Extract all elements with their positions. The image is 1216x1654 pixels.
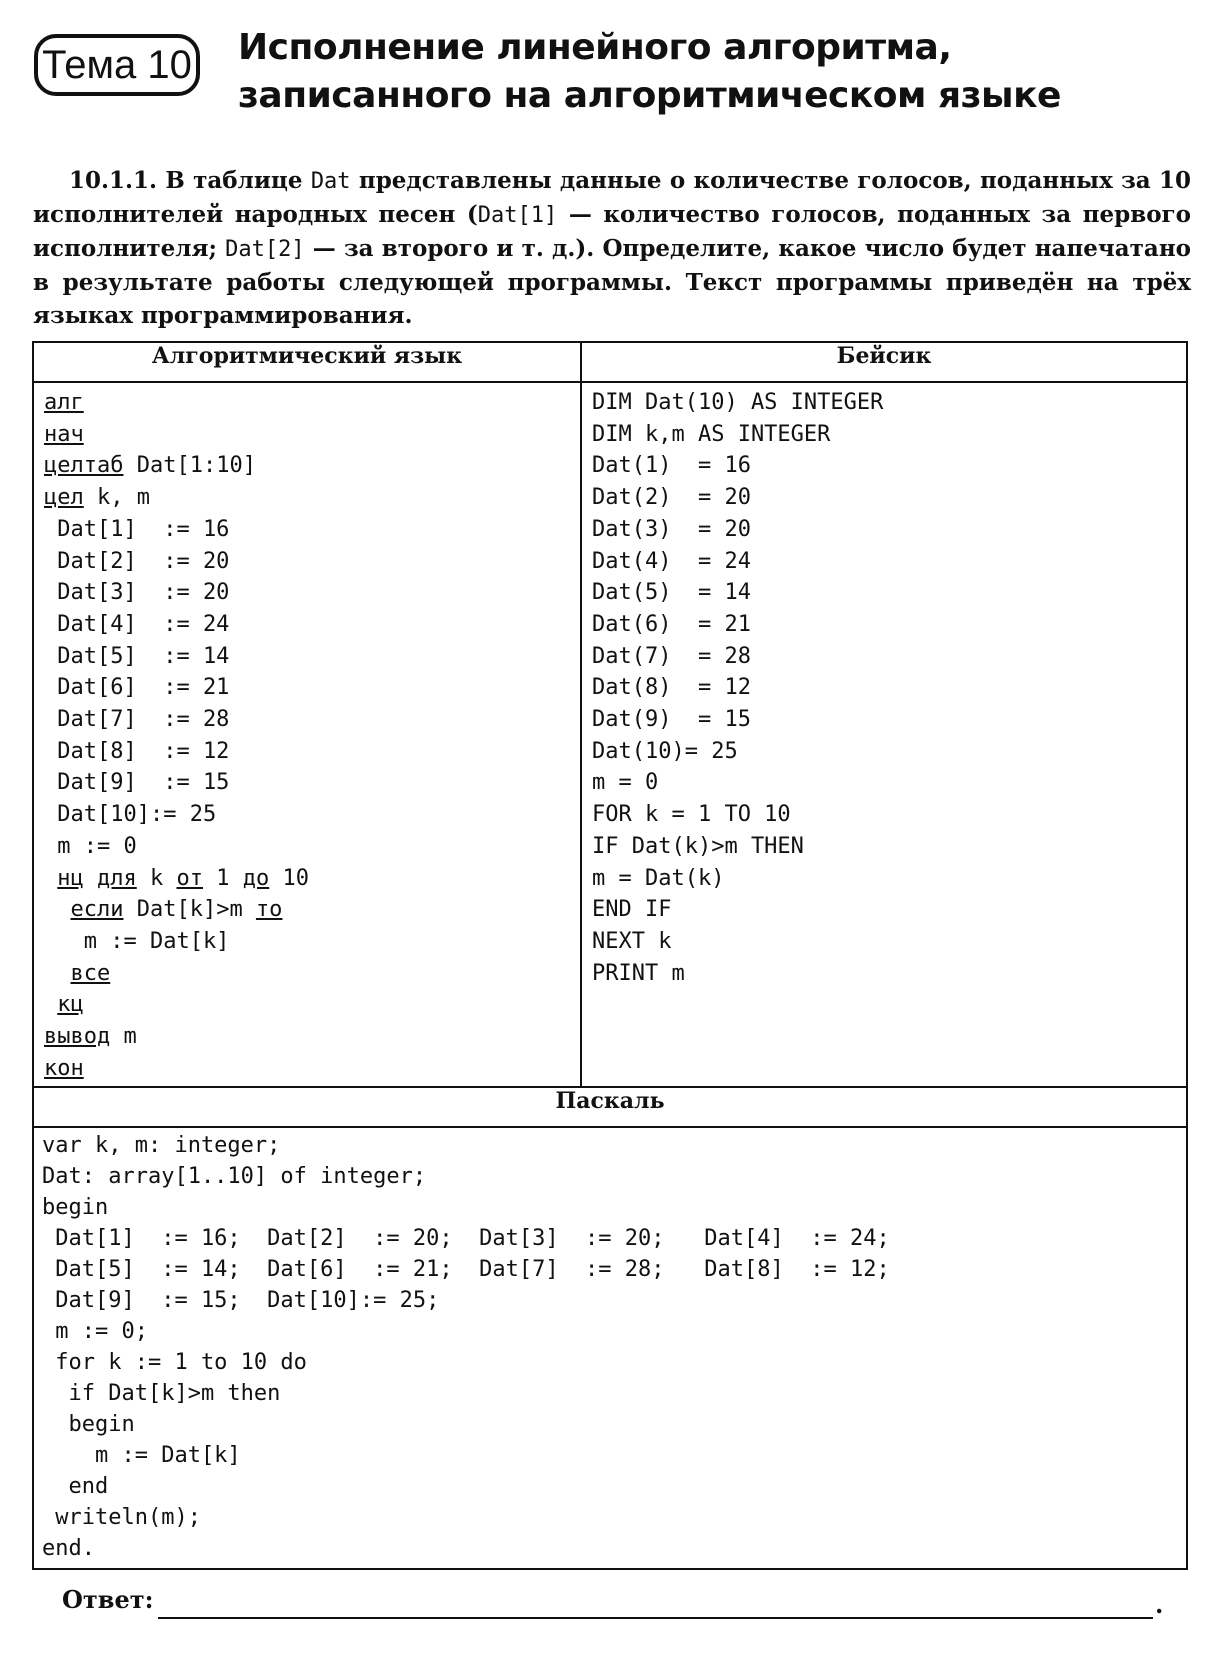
task-code: Dat[1]	[477, 203, 558, 228]
code-line: Dat[6] := 21	[44, 675, 230, 701]
task-text: — за второго и т. д.). Определите, какое число будет напечатано в результате работы следующей программы. Текст программы приведён на трёх языках программирования.	[33, 235, 1191, 329]
pascal-cell	[33, 1127, 1187, 1569]
keyword: если	[70, 897, 124, 923]
alg-header: Алгоритмический язык	[33, 342, 581, 382]
task-text: — количество голосов, поданных за первого исполнителя;	[33, 201, 1191, 262]
basic-header: Бейсик	[581, 342, 1187, 382]
code-line: m := Dat[k]	[44, 928, 230, 954]
keyword: нач	[44, 421, 84, 447]
task-code: Dat	[310, 169, 351, 194]
code-text: Dat[1:10]	[123, 453, 256, 479]
page-title	[238, 24, 1061, 120]
alg-cell	[33, 382, 581, 1087]
answer-dot: .	[1155, 1590, 1164, 1619]
task-text: представлены данные о количестве голосов, поданных за 10 исполнителей народных песен (	[33, 167, 1191, 228]
keyword: то	[255, 897, 283, 923]
code-text: k	[136, 865, 177, 891]
alg-code	[34, 383, 580, 1086]
title-line-1: Исполнение линейного алгоритма,	[238, 27, 952, 68]
keyword: кц	[57, 992, 84, 1018]
code-line: Dat[2] := 20	[44, 548, 230, 574]
code-line: Dat[4] := 24	[44, 611, 230, 637]
code-text: k, m	[83, 485, 150, 511]
code-line: Dat[9] := 15	[44, 770, 230, 796]
keyword: до	[242, 865, 270, 891]
keyword: целтаб	[44, 453, 124, 479]
code-line: Dat[7] := 28	[44, 707, 230, 733]
keyword: кон	[44, 1055, 84, 1081]
task-number: 10.1.1.	[69, 167, 158, 194]
code-line: Dat[8] := 12	[44, 738, 230, 764]
code-line: m := 0	[44, 833, 137, 859]
basic-code: DIM Dat(10) AS INTEGER DIM k,m AS INTEGER Dat(1) = 16 Dat(2) = 20 Dat(3) = 20 Dat(4) = 24 Dat(5) = 14 Dat(6) = 21 Dat(7) = 28 Dat(8) = 12 Dat(9) = 15 Dat(10)= 25 m = 0 FOR k = 1 TO 10 IF Dat(k)>m THEN m = Dat(k) END IF NEXT k PRINT m	[592, 390, 884, 986]
code-line: Dat[3] := 20	[44, 580, 230, 606]
answer-label: Ответ:	[62, 1585, 154, 1614]
pascal-code: var k, m: integer; Dat: array[1..10] of integer; begin Dat[1] := 16; Dat[2] := 20; Dat[3] := 20; Dat[4] := 24; Dat[5] := 14; Dat[6] := 21; Dat[7] := 28; Dat[8] := 12; Dat[9] := 15; Dat[10]:= 25; m := 0; for k := 1 to 10 do if Dat[k]>m then begin m := Dat[k] end writeln(m); end.	[42, 1133, 890, 1562]
task-code: Dat[2]	[225, 237, 305, 262]
code-line: Dat[1] := 16	[44, 516, 230, 542]
keyword: цел	[44, 485, 84, 511]
task-statement	[33, 164, 1191, 332]
answer-field[interactable]	[158, 1617, 1153, 1619]
code-text: m	[110, 1024, 137, 1050]
code-line: Dat[5] := 14	[44, 643, 230, 669]
keyword: нц	[57, 865, 84, 891]
title-line-2: записанного на алгоритмическом языке	[238, 75, 1061, 116]
pascal-header: Паскаль	[33, 1087, 1187, 1127]
code-text: 1	[203, 865, 243, 891]
code-text: Dat[k]>m	[123, 897, 256, 923]
keyword: от	[176, 865, 203, 891]
basic-cell	[581, 382, 1187, 1087]
keyword: все	[70, 960, 111, 986]
programs-table	[32, 341, 1188, 1570]
task-text: В таблице	[165, 167, 303, 194]
keyword: вывод	[44, 1024, 111, 1050]
code-text: 10	[269, 865, 309, 891]
keyword: для	[97, 865, 137, 891]
keyword: алг	[44, 390, 84, 415]
code-line: Dat[10]:= 25	[44, 802, 217, 828]
theme-badge: Тема 10	[34, 34, 200, 96]
